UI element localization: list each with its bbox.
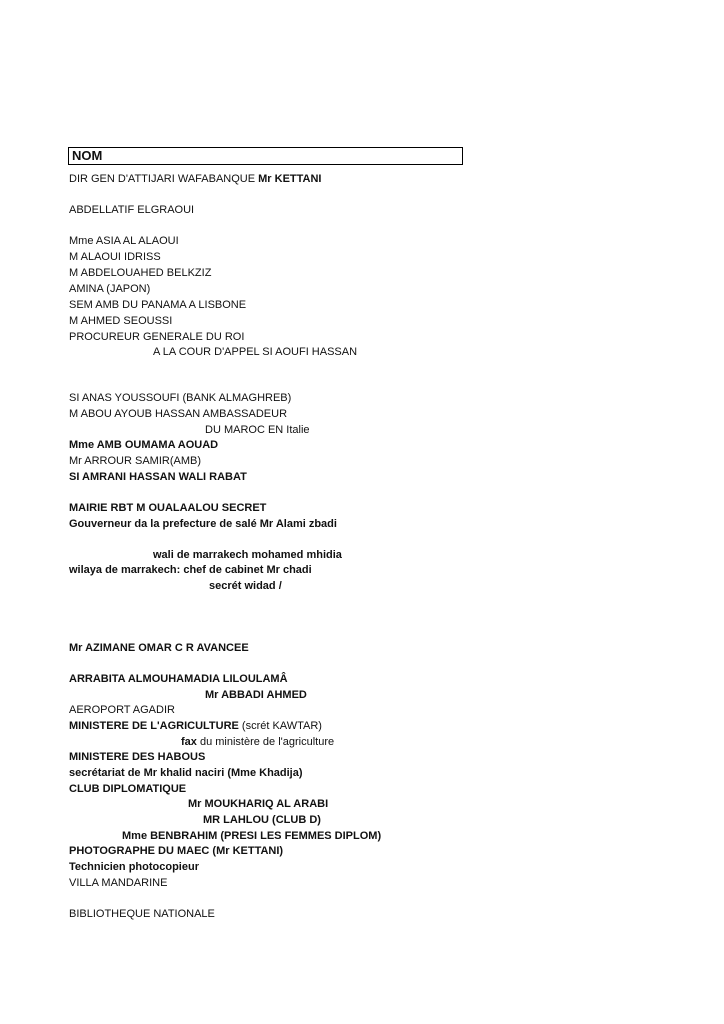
plain-text: AMINA (JAPON) bbox=[69, 283, 151, 295]
contact-line bbox=[69, 282, 150, 296]
plain-text: du ministère de l'agriculture bbox=[196, 736, 335, 748]
contact-line bbox=[69, 266, 211, 280]
bold-text: Mr KETTANI bbox=[258, 173, 322, 185]
contact-line bbox=[69, 250, 161, 264]
header-label: NOM bbox=[72, 148, 103, 163]
bold-text: Gouverneur da la prefecture de salé Mr Alami zbadi bbox=[69, 518, 337, 530]
bold-text: MINISTERE DES HABOUS bbox=[69, 751, 206, 763]
contact-line bbox=[69, 203, 194, 217]
contact-line bbox=[69, 782, 186, 796]
bold-text: MAIRIE RBT M OUALAALOU SECRET bbox=[69, 502, 267, 514]
bold-text: Mme BENBRAHIM (PRESI LES FEMMES DIPLOM) bbox=[122, 830, 382, 842]
contact-line bbox=[69, 391, 291, 405]
contact-line bbox=[122, 829, 381, 843]
plain-text: M AHMED SEOUSSI bbox=[69, 315, 173, 327]
bold-text: ARRABITA ALMOUHAMADIA LILOULAMÂ bbox=[69, 673, 288, 685]
contact-line bbox=[209, 579, 282, 593]
contact-line bbox=[153, 345, 357, 359]
contact-line bbox=[205, 688, 307, 702]
contact-line bbox=[69, 501, 266, 515]
contact-line bbox=[205, 423, 310, 437]
contact-line bbox=[69, 330, 244, 344]
contact-line bbox=[69, 172, 321, 186]
plain-text: M ALAOUI IDRISS bbox=[69, 251, 161, 263]
contact-line bbox=[69, 454, 201, 468]
bold-text: Mr MOUKHARIQ AL ARABI bbox=[188, 798, 329, 810]
plain-text: Mme ASIA AL ALAOUI bbox=[69, 235, 179, 247]
name-column-header bbox=[68, 147, 463, 165]
contact-line bbox=[69, 844, 283, 858]
plain-text: AEROPORT AGADIR bbox=[69, 704, 175, 716]
bold-text: Mme AMB OUMAMA AOUAD bbox=[69, 439, 219, 451]
contact-line bbox=[69, 407, 287, 421]
plain-text: VILLA MANDARINE bbox=[69, 877, 168, 889]
bold-text: secrét widad / bbox=[209, 580, 282, 592]
contact-line bbox=[69, 234, 179, 248]
plain-text: (scrét KAWTAR) bbox=[238, 720, 322, 732]
contact-line bbox=[69, 517, 337, 531]
contact-line bbox=[69, 876, 167, 890]
plain-text: M ABOU AYOUB HASSAN AMBASSADEUR bbox=[69, 408, 288, 420]
plain-text: M ABDELOUAHED BELKZIZ bbox=[69, 267, 212, 279]
plain-text: ABDELLATIF ELGRAOUI bbox=[69, 204, 195, 216]
contact-line bbox=[181, 735, 334, 749]
contact-line bbox=[153, 548, 342, 562]
plain-text: Mr ARROUR SAMIR(AMB) bbox=[69, 455, 201, 467]
bold-text: wilaya de marrakech: chef de cabinet Mr chadi bbox=[69, 564, 312, 576]
contact-line bbox=[69, 860, 199, 874]
contact-line bbox=[69, 641, 249, 655]
bold-text: SI AMRANI HASSAN WALI RABAT bbox=[69, 471, 247, 483]
contact-line bbox=[69, 703, 175, 717]
contact-line bbox=[69, 766, 303, 780]
contact-line bbox=[69, 719, 322, 733]
bold-text: Technicien photocopieur bbox=[69, 861, 199, 873]
bold-text: CLUB DIPLOMATIQUE bbox=[69, 783, 187, 795]
bold-text: MR LAHLOU (CLUB D) bbox=[203, 814, 321, 826]
bold-text: fax bbox=[181, 736, 197, 748]
bold-text: Mr ABBADI AHMED bbox=[205, 689, 307, 701]
plain-text: BIBLIOTHEQUE NATIONALE bbox=[69, 908, 215, 920]
bold-text: Mr AZIMANE OMAR C R AVANCEE bbox=[69, 642, 249, 654]
plain-text: PROCUREUR GENERALE DU ROI bbox=[69, 331, 245, 343]
plain-text: SEM AMB DU PANAMA A LISBONE bbox=[69, 299, 247, 311]
contact-line bbox=[69, 907, 215, 921]
contact-line bbox=[69, 672, 288, 686]
contact-line bbox=[69, 750, 205, 764]
contact-line bbox=[69, 314, 172, 328]
bold-text: secrétariat de Mr khalid naciri (Mme Khadija) bbox=[69, 767, 303, 779]
contact-line bbox=[188, 797, 328, 811]
bold-text: PHOTOGRAPHE DU MAEC (Mr KETTANI) bbox=[69, 845, 284, 857]
contact-line bbox=[69, 470, 247, 484]
contact-line bbox=[203, 813, 321, 827]
contact-line bbox=[69, 438, 218, 452]
bold-text: wali de marrakech mohamed mhidia bbox=[153, 549, 342, 561]
plain-text: A LA COUR D'APPEL SI AOUFI HASSAN bbox=[153, 346, 358, 358]
plain-text: SI ANAS YOUSSOUFI (BANK ALMAGHREB) bbox=[69, 392, 292, 404]
contact-line bbox=[69, 563, 312, 577]
plain-text: DIR GEN D'ATTIJARI WAFABANQUE bbox=[69, 173, 259, 185]
plain-text: DU MAROC EN Italie bbox=[205, 424, 310, 436]
bold-text: MINISTERE DE L'AGRICULTURE bbox=[69, 720, 239, 732]
contact-line bbox=[69, 298, 246, 312]
